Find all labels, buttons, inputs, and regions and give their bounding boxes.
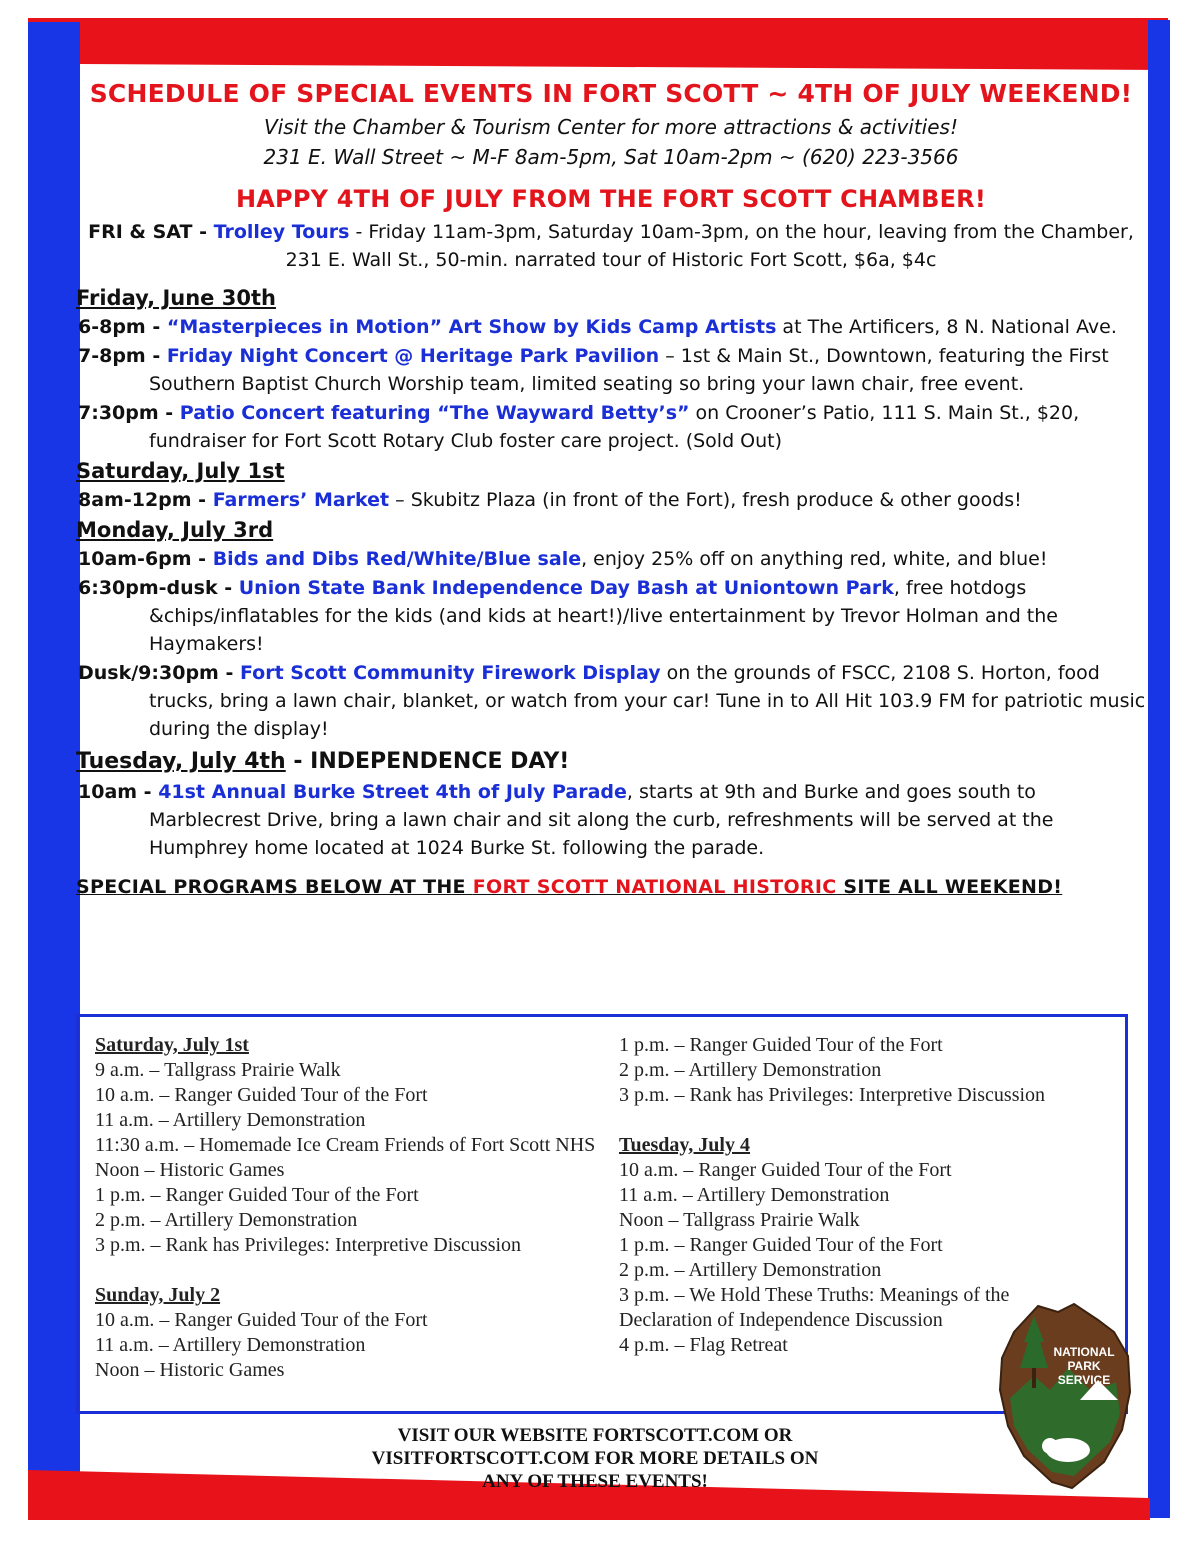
day-heading: Monday, July 3rd	[76, 518, 274, 542]
page-title: SCHEDULE OF SPECIAL EVENTS IN FORT SCOTT ~ 4TH OF JULY WEEKEND!	[89, 79, 1133, 108]
program-item: 9 a.m. – Tallgrass Prairie Walk	[95, 1059, 341, 1081]
program-item: 11 a.m. – Artillery Demonstration	[95, 1334, 366, 1356]
national-park-service-arrowhead-logo	[994, 1302, 1134, 1490]
day-heading: Friday, June 30th	[76, 286, 276, 310]
footer-line: VISITFORTSCOTT.COM FOR MORE DETAILS ON	[371, 1448, 819, 1469]
footer-line: VISIT OUR WEBSITE FORTSCOTT.COM OR	[397, 1425, 793, 1446]
program-item: Noon – Historic Games	[95, 1359, 285, 1381]
event-name: Fort Scott Community Firework Display	[239, 662, 661, 684]
event-time: 10am-6pm -	[78, 548, 213, 570]
special-programs-heading	[76, 876, 1146, 898]
logo-text-park: PARK	[1067, 1359, 1101, 1373]
event-details: on the grounds of FSCC, 2108 S. Horton, food trucks, bring a lawn chair, blanket, or watch from your car! Tune in to All Hit 103.9 FM for patriotic music during the display!	[149, 662, 1146, 740]
event-name: Patio Concert featuring “The Wayward Betty’s”	[179, 402, 690, 424]
event-item	[78, 545, 1146, 573]
programs-column-left	[95, 1033, 600, 1383]
event-item	[78, 778, 1146, 862]
event-item	[78, 486, 1146, 514]
day-heading: Saturday, July 1st	[76, 459, 285, 483]
event-time: 6:30pm-dusk -	[78, 577, 239, 599]
event-name: Farmers’ Market	[212, 489, 390, 511]
event-details: , starts at 9th and Burke and goes south to Marblecrest Drive, bring a lawn chair and sit along the curb, refreshments will be served at the Humphrey home located at 1024 Burke St. following the parade.	[149, 781, 1054, 859]
trolley-tours	[76, 218, 1146, 274]
event-details: – 1st & Main St., Downtown, featuring the First Southern Baptist Church Worship team, limited seating so bring your lawn chair, free event.	[149, 345, 1109, 395]
event-item	[78, 313, 1146, 341]
website-footer	[300, 1424, 890, 1493]
flyer-content	[76, 76, 1146, 898]
event-name: “Masterpieces in Motion” Art Show by Kids Camp Artists	[166, 316, 777, 338]
event-name: Bids and Dibs Red/White/Blue sale	[212, 548, 582, 570]
event-name: Friday Night Concert @ Heritage Park Pavilion	[166, 345, 660, 367]
program-item: 10 a.m. – Ranger Guided Tour of the Fort	[95, 1084, 428, 1106]
schedule-day-saturday	[76, 457, 1146, 514]
event-details: at The Artificers, 8 N. National Ave.	[776, 316, 1117, 338]
program-item: 11 a.m. – Artillery Demonstration	[95, 1109, 366, 1131]
event-details: on Crooner’s Patio, 111 S. Main St., $20, fundraiser for Fort Scott Rotary Club foster care project. (Sold Out)	[149, 402, 1080, 452]
special-pre: SPECIAL PROGRAMS BELOW AT THE	[76, 876, 473, 898]
chamber-visit-line: Visit the Chamber & Tourism Center for more attractions & activities!	[264, 115, 958, 139]
independence-day-heading	[76, 747, 1146, 777]
trolley-name: Trolley Tours	[213, 221, 350, 243]
program-day-heading: Tuesday, July 4	[619, 1134, 750, 1156]
program-item: 10 a.m. – Ranger Guided Tour of the Fort	[95, 1309, 428, 1331]
special-post: SITE ALL WEEKEND!	[836, 876, 1063, 898]
program-item: 1 p.m. – Ranger Guided Tour of the Fort	[619, 1234, 943, 1256]
programs-box	[76, 1014, 1128, 1414]
event-time: 10am -	[78, 781, 159, 803]
event-item	[78, 659, 1146, 743]
schedule-day-monday	[76, 516, 1146, 743]
logo-text-service: SERVICE	[1057, 1373, 1111, 1387]
header	[76, 76, 1146, 216]
event-name: 41st Annual Burke Street 4th of July Parade	[158, 781, 627, 803]
program-item: 2 p.m. – Artillery Demonstration	[619, 1059, 882, 1081]
event-item	[78, 574, 1146, 658]
event-item	[78, 342, 1146, 398]
program-item: 4 p.m. – Flag Retreat	[619, 1334, 788, 1356]
event-time: 7-8pm -	[78, 345, 167, 367]
program-item: 2 p.m. – Artillery Demonstration	[95, 1209, 358, 1231]
trolley-details: - Friday 11am-3pm, Saturday 10am-3pm, on the hour, leaving from the Chamber, 231 E. Wall St., 50-min. narrated tour of Historic Fort Scott, $6a, $4c	[285, 221, 1134, 271]
schedule-day-friday	[76, 284, 1146, 455]
event-details: , free hotdogs &chips/inflatables for the kids (and kids at heart!)/live entertainment by Trevor Holman and the Haymakers!	[149, 577, 1058, 655]
schedule-day-tuesday	[76, 747, 1146, 862]
logo-text-national: NATIONAL	[1053, 1345, 1115, 1359]
event-details: , enjoy 25% off on anything red, white, and blue!	[581, 548, 1048, 570]
program-item: 1 p.m. – Ranger Guided Tour of the Fort	[95, 1184, 419, 1206]
event-time: Dusk/9:30pm -	[78, 662, 240, 684]
special-site: FORT SCOTT NATIONAL HISTORIC	[472, 876, 837, 898]
trolley-when: FRI & SAT -	[88, 221, 214, 243]
program-item: 2 p.m. – Artillery Demonstration	[619, 1259, 882, 1281]
day-heading-suffix: - INDEPENDENCE DAY!	[285, 749, 570, 774]
footer-line: ANY OF THESE EVENTS!	[482, 1471, 708, 1492]
program-item: 10 a.m. – Ranger Guided Tour of the Fort	[619, 1159, 952, 1181]
program-item: 3 p.m. – We Hold These Truths: Meanings of the Declaration of Independence Discussion	[619, 1284, 1010, 1331]
event-time: 7:30pm -	[78, 402, 180, 424]
program-item: 1 p.m. – Ranger Guided Tour of the Fort	[619, 1034, 943, 1056]
chamber-address-line: 231 E. Wall Street ~ M-F 8am-5pm, Sat 10am-2pm ~ (620) 223-3566	[263, 145, 959, 169]
day-heading: Tuesday, July 4th	[76, 749, 286, 774]
event-item	[78, 399, 1146, 455]
program-item: Noon – Tallgrass Prairie Walk	[619, 1209, 860, 1231]
event-name: Union State Bank Independence Day Bash at Uniontown Park	[238, 577, 894, 599]
program-item: 11 a.m. – Artillery Demonstration	[619, 1184, 890, 1206]
program-item: Noon – Historic Games	[95, 1159, 285, 1181]
program-day-heading: Saturday, July 1st	[95, 1034, 249, 1056]
program-item: 3 p.m. – Rank has Privileges: Interpretive Discussion	[619, 1084, 1046, 1106]
event-time: 6-8pm -	[78, 316, 167, 338]
happy-4th-heading: HAPPY 4TH OF JULY FROM THE FORT SCOTT CHAMBER!	[235, 185, 986, 213]
program-item: 11:30 a.m. – Homemade Ice Cream Friends of Fort Scott NHS	[95, 1134, 596, 1156]
event-details: – Skubitz Plaza (in front of the Fort), fresh produce & other goods!	[389, 489, 1022, 511]
program-item: 3 p.m. – Rank has Privileges: Interpretive Discussion	[95, 1234, 522, 1256]
program-day-heading: Sunday, July 2	[95, 1284, 221, 1306]
event-time: 8am-12pm -	[78, 489, 213, 511]
